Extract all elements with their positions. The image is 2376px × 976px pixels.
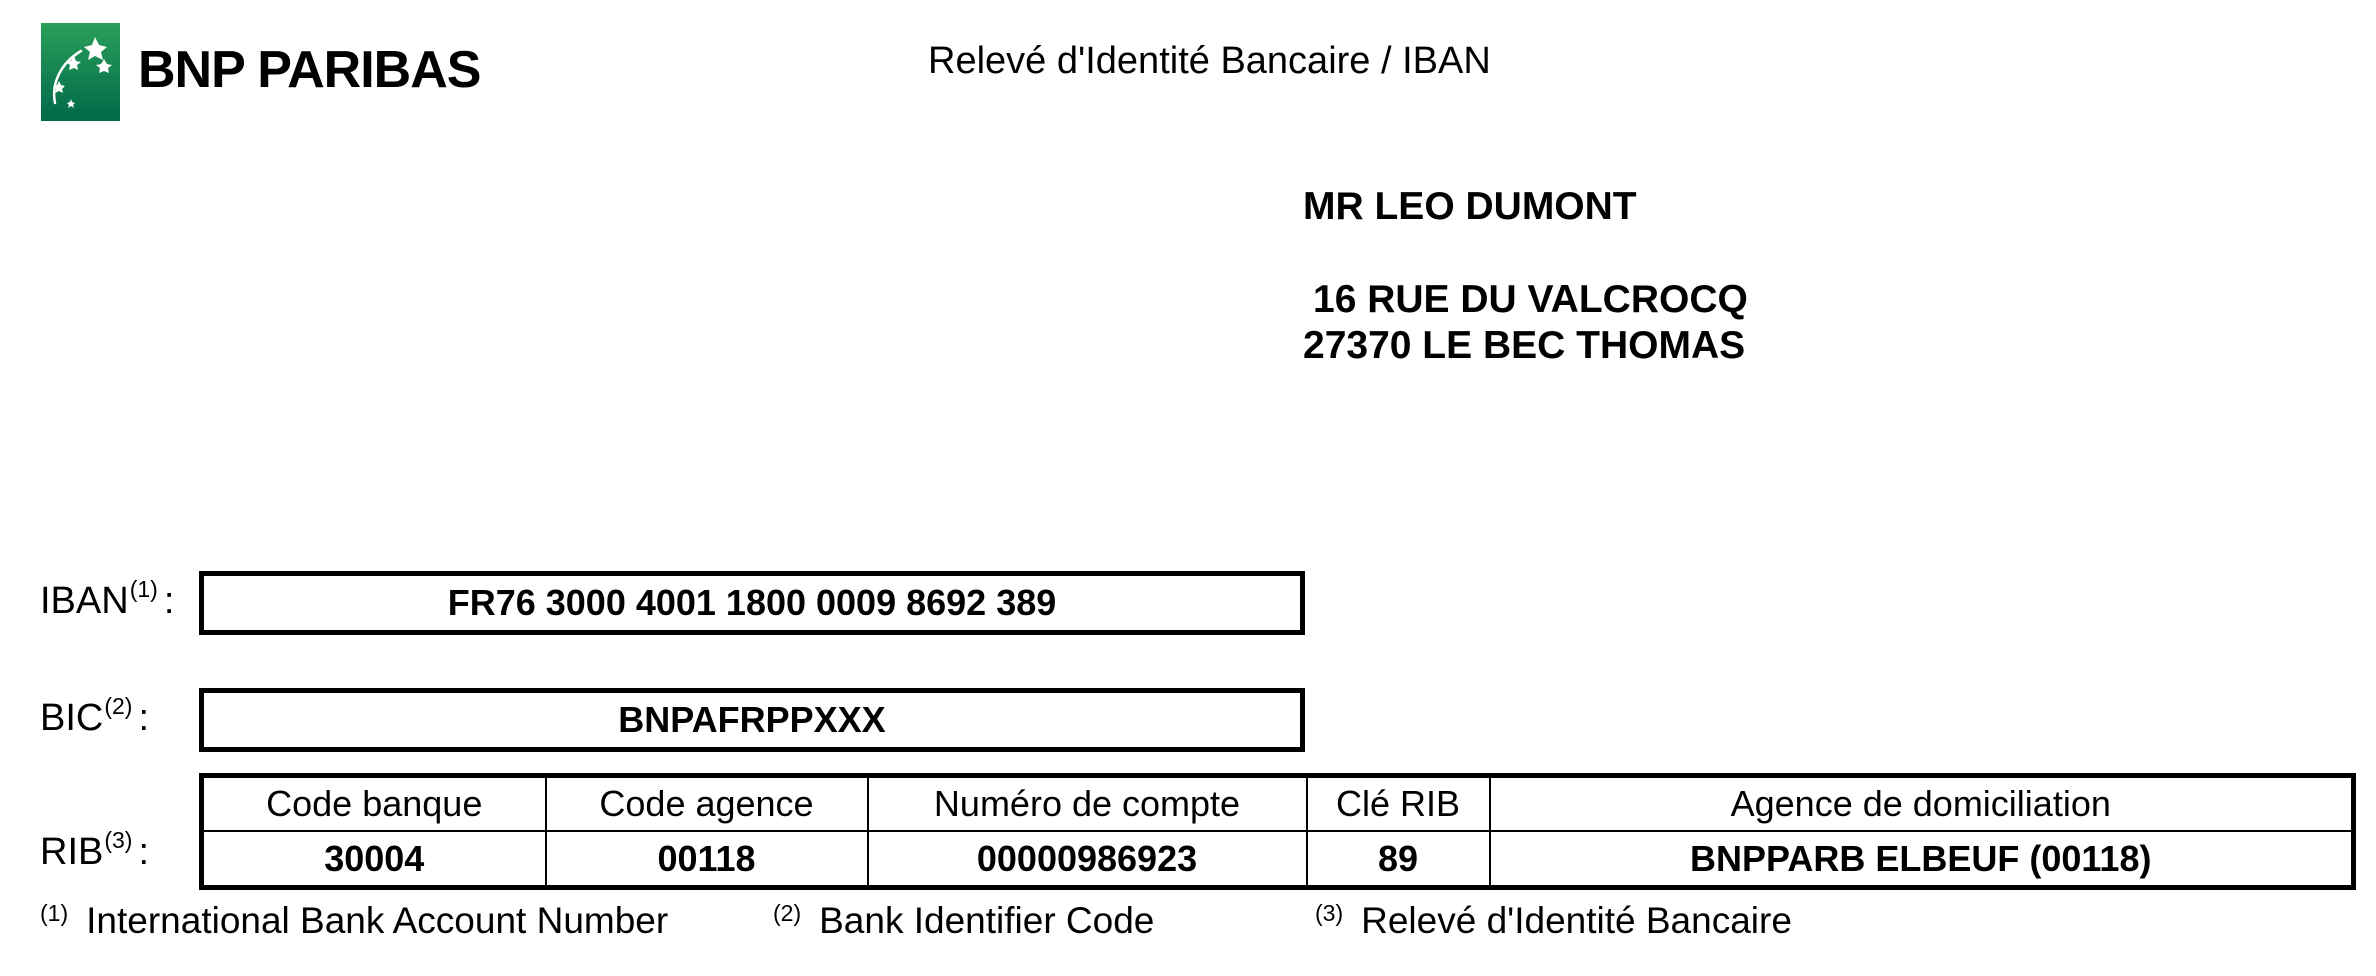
rib-table-header-row [202,776,2354,832]
iban-footnote-ref: (1) [129,576,158,602]
rib-footnote-ref: (3) [104,827,133,853]
iban-value: FR76 3000 4001 1800 0009 8692 389 [447,582,1057,623]
address-line-2: 27370 LE BEC THOMAS [1303,324,1746,367]
bic-label [40,693,150,740]
iban-label-text: IBAN [40,580,129,622]
rib-value-code-banque: 30004 [202,831,546,888]
iban-label [40,576,175,623]
footnote-3-text: Relevé d'Identité Bancaire [1361,900,1792,941]
footnote-1-ref: (1) [40,900,69,926]
rib-value-cle-rib: 89 [1307,831,1490,888]
rib-header-cle-rib: Clé RIB [1307,776,1490,832]
footnote-2-text: Bank Identifier Code [819,900,1155,941]
rib-value-agence-domiciliation: BNPPARB ELBEUF (00118) [1490,831,2354,888]
bank-name-logo-text: BNP PARIBAS [138,41,481,99]
document-title: Relevé d'Identité Bancaire / IBAN [928,40,1491,82]
account-holder-name: MR LEO DUMONT [1303,185,1637,228]
footnote-3 [1315,900,1792,942]
address-line-1: 16 RUE DU VALCROCQ [1313,278,1748,321]
footnote-2-ref: (2) [773,900,802,926]
rib-header-numero-compte: Numéro de compte [868,776,1307,832]
rib-label-text: RIB [40,831,104,873]
bic-value: BNPAFRPPXXX [618,699,886,740]
rib-label-separator: : [138,831,150,873]
rib-header-code-agence: Code agence [546,776,868,832]
bic-label-separator: : [138,697,150,739]
footnote-2 [773,900,1154,942]
rib-table [199,773,2356,890]
bic-label-text: BIC [40,697,104,739]
rib-header-code-banque: Code banque [202,776,546,832]
bic-value-box [199,688,1305,752]
footnote-1 [40,900,668,942]
rib-value-numero-compte: 00000986923 [868,831,1307,888]
rib-header-agence-domiciliation: Agence de domiciliation [1490,776,2354,832]
bic-footnote-ref: (2) [104,693,133,719]
iban-value-box [199,571,1305,635]
footnote-1-text: International Bank Account Number [86,900,669,941]
rib-value-code-agence: 00118 [546,831,868,888]
rib-label [40,827,150,874]
bnp-stars-logo-icon [41,23,120,121]
footnote-3-ref: (3) [1315,900,1344,926]
rib-table-value-row [202,831,2354,888]
iban-label-separator: : [163,580,175,622]
